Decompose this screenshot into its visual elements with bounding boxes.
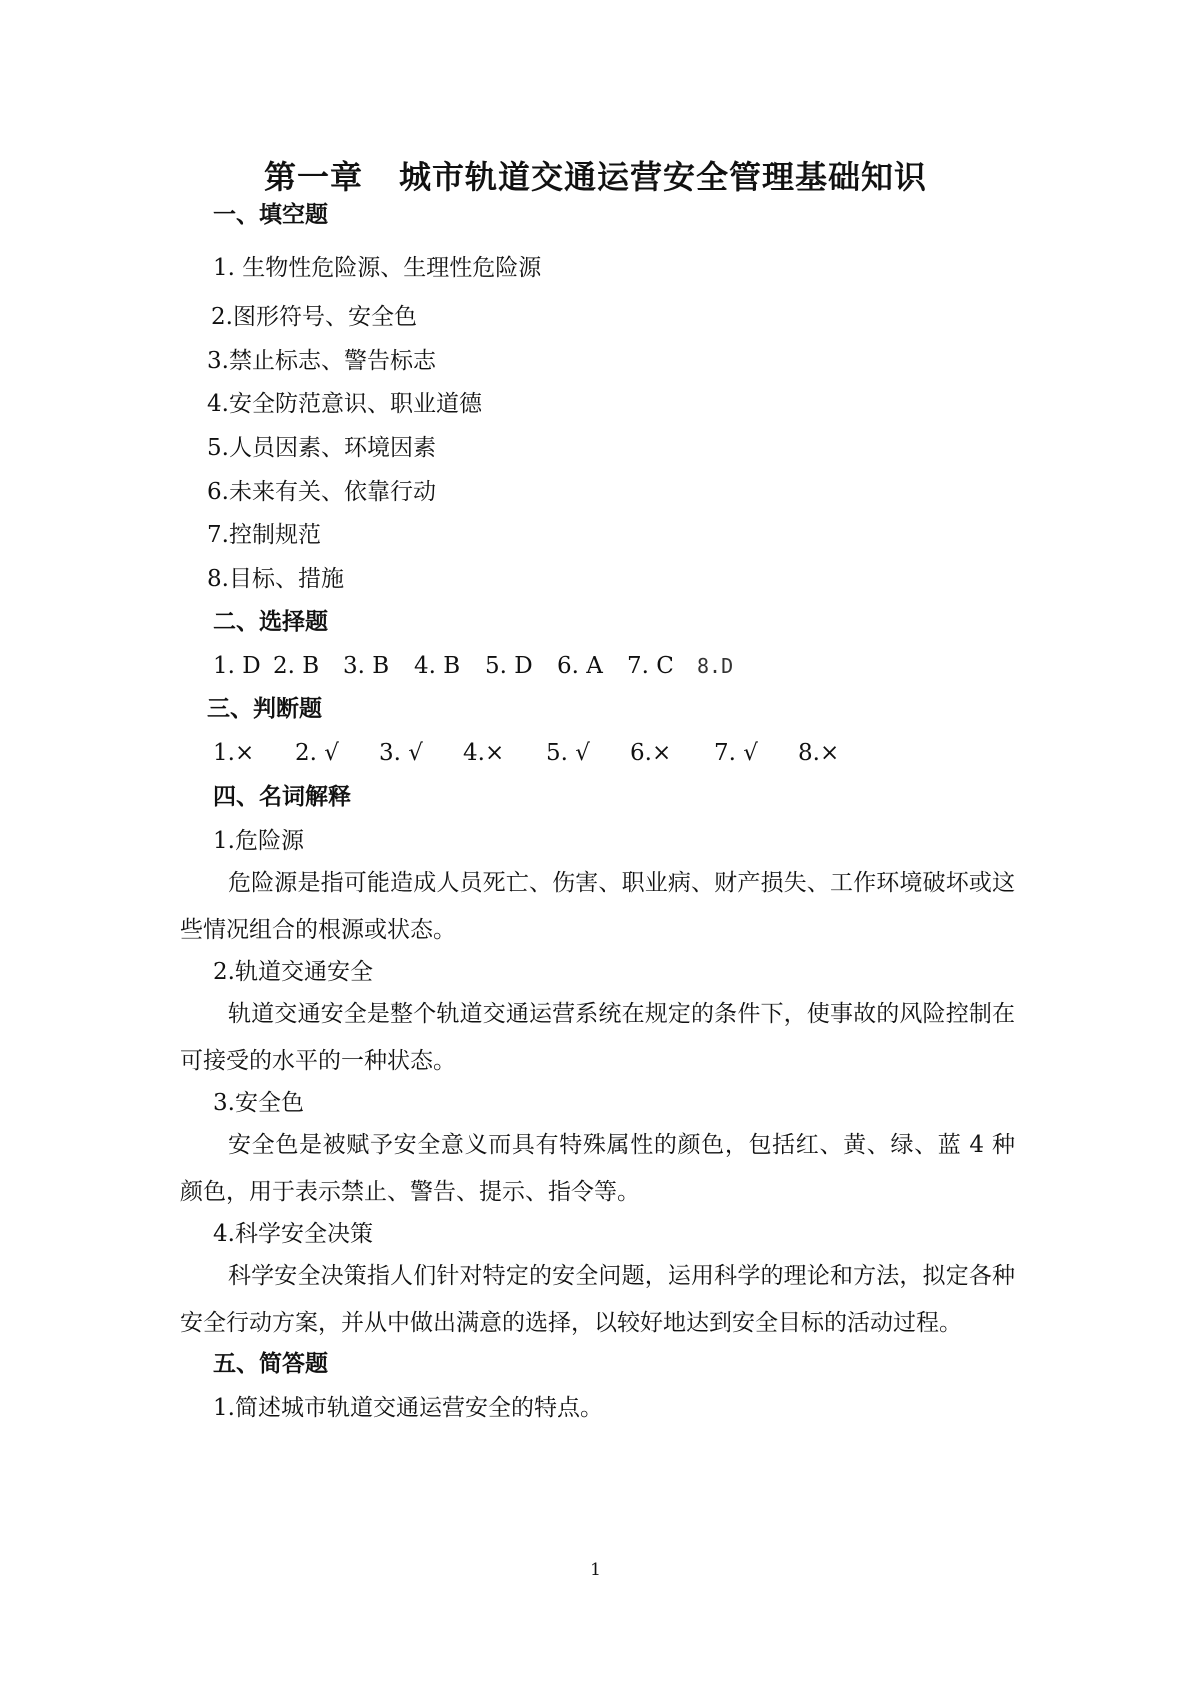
term-title-3: 3.安全色	[213, 1090, 304, 1116]
chapter-name: 城市轨道交通运营安全管理基础知识	[399, 158, 928, 196]
term-definition-2: 轨道交通安全是整个轨道交通运营系统在规定的条件下，使事故的风险控制在可接受的水平的一种状态。	[180, 1001, 1015, 1074]
judge-answer-3: 3. √	[379, 740, 423, 766]
judge-answer-6: 6.×	[630, 740, 672, 766]
judge-answer-4: 4.×	[463, 740, 505, 766]
term-title-2: 2.轨道交通安全	[213, 959, 373, 985]
judge-answer-8: 8.×	[798, 740, 840, 766]
page-number: 1	[590, 1560, 601, 1580]
fill-item-4: 4.安全防范意识、职业道德	[207, 391, 482, 417]
choice-answer-6: 6. A	[557, 653, 603, 679]
choice-answer-2: 2. B	[273, 653, 320, 679]
fill-item-5: 5.人员因素、环境因素	[207, 435, 436, 461]
chapter-number: 第一章	[263, 158, 363, 196]
fill-item-7: 7.控制规范	[207, 522, 321, 548]
section-heading-judge: 三、判断题	[207, 696, 322, 722]
term-definition-3: 安全色是被赋予安全意义而具有特殊属性的颜色，包括红、黄、绿、蓝 4 种颜色，用于表示禁止、警告、提示、指令等。	[180, 1132, 1015, 1205]
judge-answers	[213, 738, 853, 768]
short-question-1: 1.简述城市轨道交通运营安全的特点。	[213, 1395, 603, 1421]
term-definition-4: 科学安全决策指人们针对特定的安全问题，运用科学的理论和方法，拟定各种安全行动方案，并从中做出满意的选择，以较好地达到安全目标的活动过程。	[180, 1263, 1015, 1336]
judge-answer-7: 7. √	[714, 740, 758, 766]
fill-item-2: 2.图形符号、安全色	[211, 304, 417, 330]
choice-answer-5: 5. D	[485, 653, 533, 679]
term-title-4: 4.科学安全决策	[213, 1221, 373, 1247]
fill-item-3: 3.禁止标志、警告标志	[207, 348, 436, 374]
fill-item-8: 8.目标、措施	[207, 566, 344, 592]
section-heading-terms: 四、名词解释	[213, 784, 351, 810]
section-heading-choice: 二、选择题	[213, 609, 328, 635]
choice-answers	[213, 651, 773, 681]
fill-item-6: 6.未来有关、依靠行动	[207, 479, 436, 505]
judge-answer-5: 5. √	[546, 740, 590, 766]
chapter-title	[0, 152, 1191, 198]
fill-item-1: 1. 生物性危险源、生理性危险源	[213, 255, 542, 281]
judge-answer-2: 2. √	[295, 740, 339, 766]
judge-answer-1: 1.×	[213, 740, 255, 766]
section-heading-fill: 一、填空题	[213, 202, 328, 228]
choice-answer-7: 7. C	[627, 653, 674, 679]
choice-answer-3: 3. B	[343, 653, 390, 679]
term-definition-1: 危险源是指可能造成人员死亡、伤害、职业病、财产损失、工作环境破坏或这些情况组合的根源或状态。	[180, 870, 1015, 943]
choice-answer-4: 4. B	[414, 653, 461, 679]
choice-answer-1: 1. D	[213, 653, 261, 679]
section-heading-short: 五、简答题	[213, 1351, 328, 1377]
choice-answer-8: 8.D	[697, 654, 734, 678]
term-title-1: 1.危险源	[213, 828, 304, 854]
